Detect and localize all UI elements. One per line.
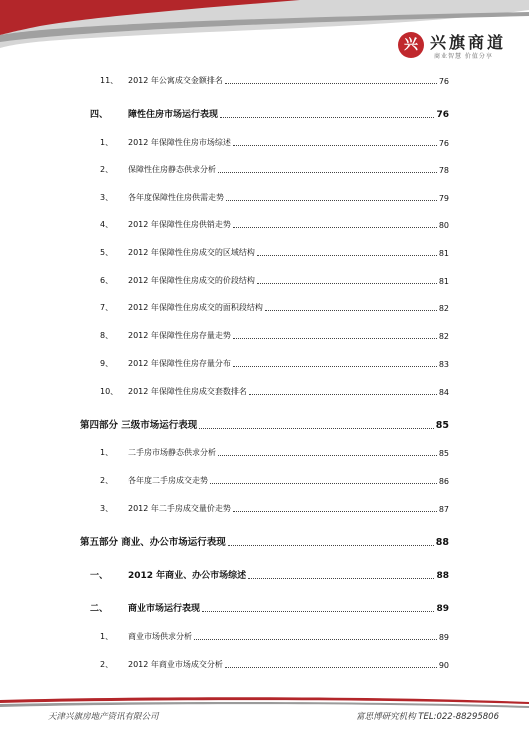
toc-entry-number: 1、 (100, 448, 114, 457)
toc-dot-leader (233, 227, 437, 228)
toc-entry-number: 3、 (100, 504, 114, 513)
toc-entry[interactable] (0, 415, 529, 431)
toc-entry-number: 7、 (100, 303, 114, 312)
toc-entry-title: 2012 年保障性住房存量分布 (128, 359, 231, 368)
toc-dot-leader (225, 83, 437, 84)
toc-dot-leader (257, 283, 437, 284)
toc-entry-title: 第四部分 三级市场运行表现 (80, 420, 198, 431)
toc-entry-title: 2012 年公寓成交金额排名 (128, 76, 223, 85)
company-logo (398, 30, 523, 62)
toc-dot-leader (228, 545, 434, 546)
toc-entry-page: 81 (438, 277, 449, 286)
toc-entry-number: 二、 (90, 604, 109, 614)
toc-entry-title: 障性住房市场运行表现 (128, 110, 219, 120)
toc-entry-title: 2012 年保障性住房成交的区域结构 (128, 248, 255, 257)
toc-entry-number: 3、 (100, 193, 114, 202)
toc-entry[interactable] (0, 242, 529, 258)
toc-entry-page: 82 (438, 304, 449, 313)
toc-entry-title: 2012 年保障性住房成交套数排名 (128, 387, 247, 396)
toc-entry[interactable] (0, 498, 529, 514)
toc-entry-number: 8、 (100, 331, 114, 340)
toc-entry-number: 2、 (100, 660, 114, 669)
toc-entry-number: 一、 (90, 571, 109, 581)
toc-entry-page: 89 (438, 633, 449, 642)
toc-entry-title: 商业市场供求分析 (128, 632, 192, 641)
toc-entry-title: 2012 年商业、办公市场综述 (128, 571, 247, 581)
toc-entry-page: 88 (435, 537, 449, 548)
toc-entry-title: 保障性住房静态供求分析 (128, 165, 216, 174)
toc-entry-number: 四、 (90, 110, 109, 120)
toc-entry-number: 2、 (100, 165, 114, 174)
toc-entry-title: 商业市场运行表现 (128, 604, 201, 614)
toc-entry-title: 各年度保障性住房供需走势 (128, 193, 224, 202)
toc-entry[interactable] (0, 270, 529, 286)
toc-entry-title: 2012 年商业市场成交分析 (128, 660, 223, 669)
toc-entry-page: 87 (438, 505, 449, 514)
toc-entry-page: 80 (438, 221, 449, 230)
logo-name: 兴旗商道 (430, 33, 507, 52)
toc-entry[interactable] (0, 598, 529, 614)
toc-dot-leader (220, 117, 434, 118)
toc-entry-title: 2012 年保障性住房存量走势 (128, 331, 231, 340)
toc-entry[interactable] (0, 626, 529, 642)
toc-dot-leader (249, 394, 437, 395)
toc-entry-page: 85 (435, 420, 449, 431)
toc-entry-number: 1、 (100, 632, 114, 641)
toc-entry-page: 88 (436, 571, 449, 581)
toc-entry-page: 83 (438, 360, 449, 369)
toc-entry-page: 85 (438, 449, 449, 458)
toc-entry-page: 76 (438, 139, 449, 148)
toc-entry-page: 78 (438, 166, 449, 175)
logo-slogan: 商业智慧 价值分享 (434, 53, 493, 60)
toc-entry-number: 9、 (100, 359, 114, 368)
logo-seal-icon: 兴 (398, 32, 424, 58)
toc-entry-number: 11、 (100, 76, 119, 85)
footer-company: 天津兴旗房地产资讯有限公司 (48, 712, 159, 722)
toc-dot-leader (248, 578, 434, 579)
toc-entry[interactable] (0, 654, 529, 670)
toc-entry-page: 84 (438, 388, 449, 397)
toc-dot-leader (194, 639, 437, 640)
toc-entry-number: 2、 (100, 476, 114, 485)
toc-dot-leader (226, 200, 437, 201)
toc-entry-number: 6、 (100, 276, 114, 285)
toc-entry[interactable] (0, 214, 529, 230)
toc-entry-number: 1、 (100, 138, 114, 147)
toc-entry-title: 2012 年保障性住房成交的面积段结构 (128, 303, 263, 312)
toc-dot-leader (233, 511, 437, 512)
toc-entry-title: 各年度二手房成交走势 (128, 476, 208, 485)
toc-entry-page: 76 (438, 77, 449, 86)
toc-entry-page: 86 (438, 477, 449, 486)
toc-entry-page: 89 (436, 604, 449, 614)
toc-entry-number: 10、 (100, 387, 119, 396)
toc-entry[interactable] (0, 565, 529, 581)
toc-entry[interactable] (0, 104, 529, 120)
toc-dot-leader (233, 338, 437, 339)
toc-entry[interactable] (0, 187, 529, 203)
toc-entry[interactable] (0, 353, 529, 369)
toc-entry[interactable] (0, 297, 529, 313)
toc-dot-leader (265, 310, 437, 311)
toc-dot-leader (233, 366, 437, 367)
toc-entry-page: 90 (438, 661, 449, 670)
toc-dot-leader (202, 611, 434, 612)
toc-entry-title: 二手房市场静态供求分析 (128, 448, 216, 457)
footer-contact: 富思博研究机构 TEL:022-88295806 (356, 712, 499, 722)
toc-entry-page: 82 (438, 332, 449, 341)
toc-entry[interactable] (0, 470, 529, 486)
toc-entry-title: 2012 年保障性住房市场综述 (128, 138, 231, 147)
toc-dot-leader (225, 667, 437, 668)
toc-dot-leader (199, 428, 433, 429)
toc-entry-title: 2012 年二手房成交量价走势 (128, 504, 231, 513)
toc-dot-leader (218, 455, 437, 456)
toc-entry-title: 第五部分 商业、办公市场运行表现 (80, 537, 226, 548)
toc-entry-page: 81 (438, 249, 449, 258)
toc-entry-page: 76 (436, 110, 449, 120)
toc-entry[interactable] (0, 381, 529, 397)
toc-entry-number: 5、 (100, 248, 114, 257)
toc-dot-leader (257, 255, 437, 256)
toc-dot-leader (218, 172, 437, 173)
toc-entry[interactable] (0, 532, 529, 548)
toc-entry-title: 2012 年保障性住房成交的价段结构 (128, 276, 255, 285)
toc-entry-page: 79 (438, 194, 449, 203)
toc-entry[interactable] (0, 132, 529, 148)
toc-entry[interactable] (0, 325, 529, 341)
toc-entry[interactable] (0, 159, 529, 175)
toc-entry-title: 2012 年保障性住房供销走势 (128, 220, 231, 229)
toc-entry[interactable] (0, 442, 529, 458)
toc-entry-number: 4、 (100, 220, 114, 229)
toc-dot-leader (210, 483, 437, 484)
toc-dot-leader (233, 145, 437, 146)
toc-entry[interactable] (0, 70, 529, 86)
